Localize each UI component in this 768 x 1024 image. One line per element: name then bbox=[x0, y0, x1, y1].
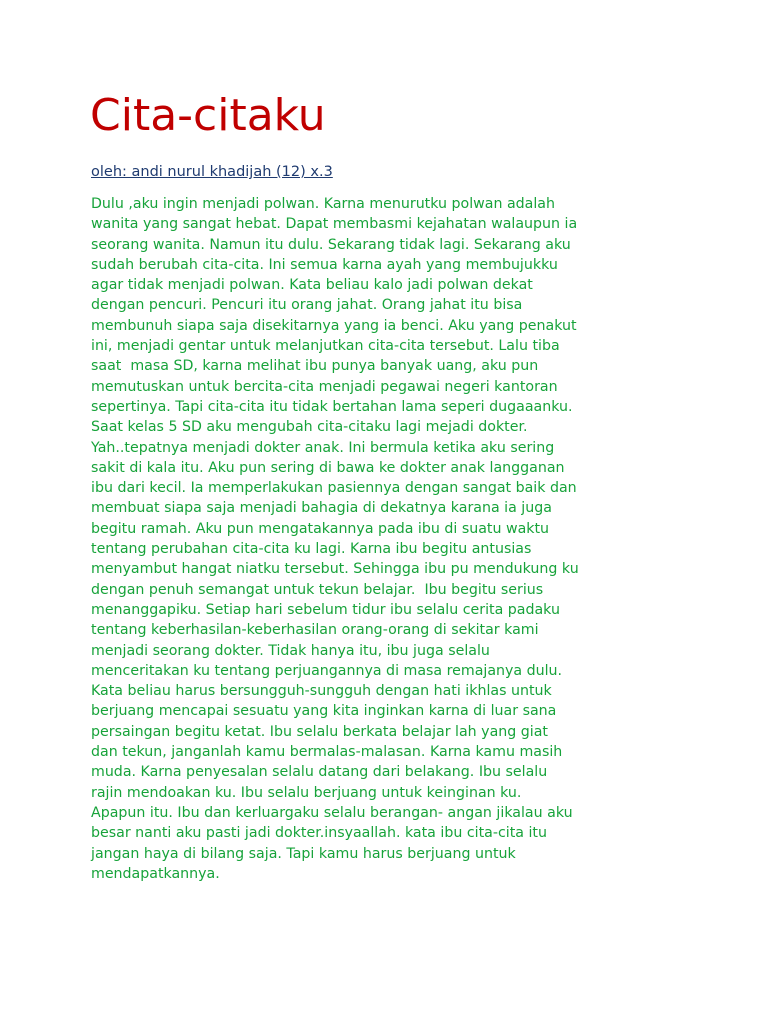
body-line: menjadi seorang dokter. Tidak hanya itu, ibu juga selalu bbox=[91, 642, 490, 659]
body-line: mendapatkannya. bbox=[91, 865, 220, 882]
body-line: membunuh siapa saja disekitarnya yang ia benci. Aku yang penakut bbox=[91, 317, 577, 334]
body-line: tentang perubahan cita-cita ku lagi. Karna ibu begitu antusias bbox=[91, 541, 532, 558]
body-line: jangan haya di bilang saja. Tapi kamu harus berjuang untuk bbox=[91, 845, 516, 862]
body-line: muda. Karna penyesalan selalu datang dari belakang. Ibu selalu bbox=[91, 764, 548, 781]
document-title: Cita-citaku bbox=[90, 90, 326, 141]
body-line: ini, menjadi gentar untuk melanjutkan cita-cita tersebut. Lalu tiba bbox=[91, 338, 560, 355]
author-line: oleh: andi nurul khadijah (12) x.3 bbox=[91, 164, 333, 180]
body-line: memutuskan untuk bercita-cita menjadi pegawai negeri kantoran bbox=[91, 378, 558, 395]
body-line: rajin mendoakan ku. Ibu selalu berjuang untuk keinginan ku. bbox=[91, 784, 522, 801]
body-line: dan tekun, janganlah kamu bermalas-malasan. Karna kamu masih bbox=[91, 744, 563, 761]
body-line: sepertinya. Tapi cita-cita itu tidak bertahan lama seperi dugaaanku. bbox=[91, 398, 573, 415]
body-line: seorang wanita. Namun itu dulu. Sekarang tidak lagi. Sekarang aku bbox=[91, 236, 571, 253]
body-line: Saat kelas 5 SD aku mengubah cita-citaku lagi mejadi dokter. bbox=[91, 419, 528, 436]
body-line: tentang keberhasilan-keberhasilan orang-orang di sekitar kami bbox=[91, 622, 539, 639]
body-line: membuat siapa saja menjadi bahagia di dekatnya karana ia juga bbox=[91, 500, 552, 517]
body-line: dengan penuh semangat untuk tekun belajar. Ibu begitu serius bbox=[91, 581, 544, 598]
body-line: persaingan begitu ketat. Ibu selalu berkata belajar lah yang giat bbox=[91, 723, 548, 740]
body-line: dengan pencuri. Pencuri itu orang jahat. Orang jahat itu bisa bbox=[91, 297, 523, 314]
body-line: begitu ramah. Aku pun mengatakannya pada ibu di suatu waktu bbox=[91, 520, 550, 537]
body-line: sudah berubah cita-cita. Ini semua karna ayah yang membujukku bbox=[91, 256, 558, 273]
body-line: menyambut hangat niatku tersebut. Sehingga ibu pu mendukung ku bbox=[91, 561, 579, 578]
body-line: Yah..tepatnya menjadi dokter anak. Ini bermula ketika aku sering bbox=[91, 439, 555, 456]
body-line: Kata beliau harus bersungguh-sungguh dengan hati ikhlas untuk bbox=[91, 683, 552, 700]
body-line: besar nanti aku pasti jadi dokter.insyaallah. kata ibu cita-cita itu bbox=[91, 825, 547, 842]
body-line: Dulu ,aku ingin menjadi polwan. Karna menurutku polwan adalah bbox=[91, 196, 555, 212]
body-paragraph bbox=[91, 194, 731, 884]
body-line: menceritakan ku tentang perjuangannya di masa remajanya dulu. bbox=[91, 662, 563, 679]
body-line: wanita yang sangat hebat. Dapat membasmi kejahatan walaupun ia bbox=[91, 216, 578, 233]
body-line: sakit di kala itu. Aku pun sering di bawa ke dokter anak langganan bbox=[91, 459, 565, 476]
body-line: saat masa SD, karna melihat ibu punya banyak uang, aku pun bbox=[91, 358, 539, 375]
body-line: berjuang mencapai sesuatu yang kita inginkan karna di luar sana bbox=[91, 703, 557, 720]
body-line: agar tidak menjadi polwan. Kata beliau kalo jadi polwan dekat bbox=[91, 277, 533, 294]
body-line: menanggapiku. Setiap hari sebelum tidur ibu selalu cerita padaku bbox=[91, 601, 560, 618]
body-line: ibu dari kecil. Ia memperlakukan pasiennya dengan sangat baik dan bbox=[91, 480, 577, 497]
body-line: Apapun itu. Ibu dan kerluargaku selalu berangan- angan jikalau aku bbox=[91, 804, 573, 821]
